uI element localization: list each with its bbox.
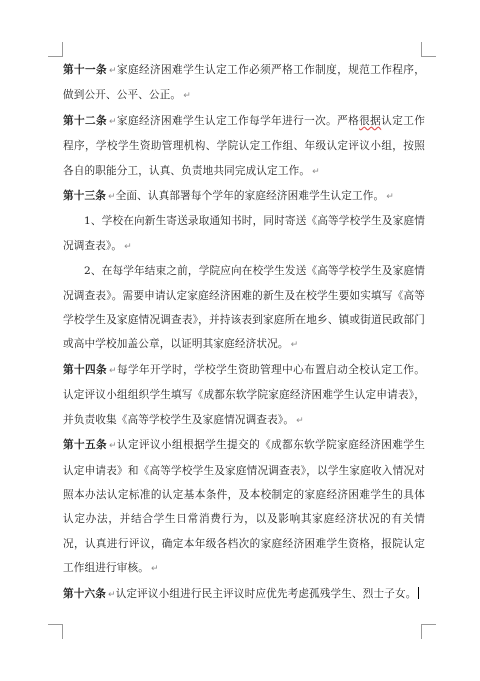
paragraph-mark-icon: ↵ <box>107 589 116 600</box>
paragraph-mark-icon: ↵ <box>109 441 117 452</box>
paragraph-mark-icon: ↵ <box>150 564 159 575</box>
paragraph-text: 1、学校在向新生寄送录取通知书时，同时寄送《高等学校学生及家庭情况调查表》。 <box>63 215 425 252</box>
article-label: 第十四条 <box>63 363 108 376</box>
paragraph-text: 家庭经济困难学生认定工作必须严格工作制度，规范工作程序，做到公开、公平、公正。 <box>63 64 425 102</box>
margin-corner-bottom-right <box>421 624 436 639</box>
margin-corner-top-right <box>421 42 436 57</box>
paragraph-text: 每学年开学时，学校学生资助管理中心布置启动全校认定工作。认定评议小组组织学生填写《成都东软学院家庭经济困难学生认定申请表》，并负责收集《高等学校学生及家庭情况调查表》。 <box>63 363 425 426</box>
paragraph-article-16[interactable] <box>63 582 425 607</box>
paragraph-text: 认定评议小组进行民主评议时应优先考虑孤残学生、烈士子女。 <box>115 587 417 600</box>
paragraph-text: 认定工作程序，学校学生资助管理机构、学院认定工作组、年级认定评议小组，按照各自的职能分工，认真、负责地共同完成认定工作。 <box>63 114 425 177</box>
paragraph-text: 2、在每学年结束之前，学院应向在校学生发送《高等学校学生及家庭情况调查表》。需要申请认定家庭经济困难的新生及在校学生要如实填写《高等学校学生及家庭情况调查表》，并持该表到家庭所在地乡、镇或街道民政部门或高中学校加盖公章，以证明其家庭经济状况。 <box>63 265 425 351</box>
paragraph-mark-icon: ↵ <box>107 192 116 203</box>
paragraph-mark-icon: ↵ <box>296 415 304 426</box>
paragraph-mark-icon: ↵ <box>109 116 117 127</box>
paragraph-mark-icon: ↵ <box>109 66 117 76</box>
paragraph-text: 家庭经济困难学生认定工作每学年进行一次。严格 <box>116 114 360 127</box>
margin-corner-bottom-left <box>48 624 63 639</box>
paragraph-mark-icon: ↵ <box>312 166 320 177</box>
document-body[interactable] <box>63 58 425 607</box>
text-cursor <box>418 587 420 599</box>
paragraph-article-12[interactable] <box>63 109 425 184</box>
article-label: 第十三条 <box>63 190 106 203</box>
article-label: 第十六条 <box>63 587 106 600</box>
paragraph-mark-icon: ↵ <box>386 192 394 203</box>
paragraph-text: 认定评议小组根据学生提交的《成都东软学院家庭经济困难学生认定申请表》和《高等学校学生及家庭情况调查表》，以学生家庭收入情况对照本办法认定标准的认定基本条件，及本校制定的家庭经济困难学生的具体认定办法，并结合学生日常消费行为，以及影响其家庭经济状况的有关情况，认真进行评议，确定本年级各档次的家庭经济困难学生资格，报院认定工作组进行审核。 <box>63 439 425 575</box>
paragraph-text: 全面、认真部署每个学年的家庭经济困难学生认定工作。 <box>115 190 385 203</box>
paragraph-item-2[interactable] <box>63 259 425 358</box>
article-label: 第十一条 <box>63 64 108 76</box>
paragraph-mark-icon: ↵ <box>124 241 132 252</box>
paragraph-mark-icon: ↵ <box>183 91 191 102</box>
article-label: 第十五条 <box>63 439 108 452</box>
spellcheck-flagged-word[interactable]: 很据 <box>359 114 382 127</box>
paragraph-mark-icon: ↵ <box>109 365 117 376</box>
paragraph-article-11[interactable] <box>63 58 425 109</box>
margin-corner-top-left <box>48 42 63 57</box>
paragraph-article-13[interactable] <box>63 184 425 209</box>
article-label: 第十二条 <box>63 114 108 127</box>
paragraph-article-15[interactable] <box>63 433 425 581</box>
paragraph-item-1[interactable] <box>63 209 425 259</box>
paragraph-article-14[interactable] <box>63 358 425 433</box>
paragraph-mark-icon: ↵ <box>290 340 299 351</box>
